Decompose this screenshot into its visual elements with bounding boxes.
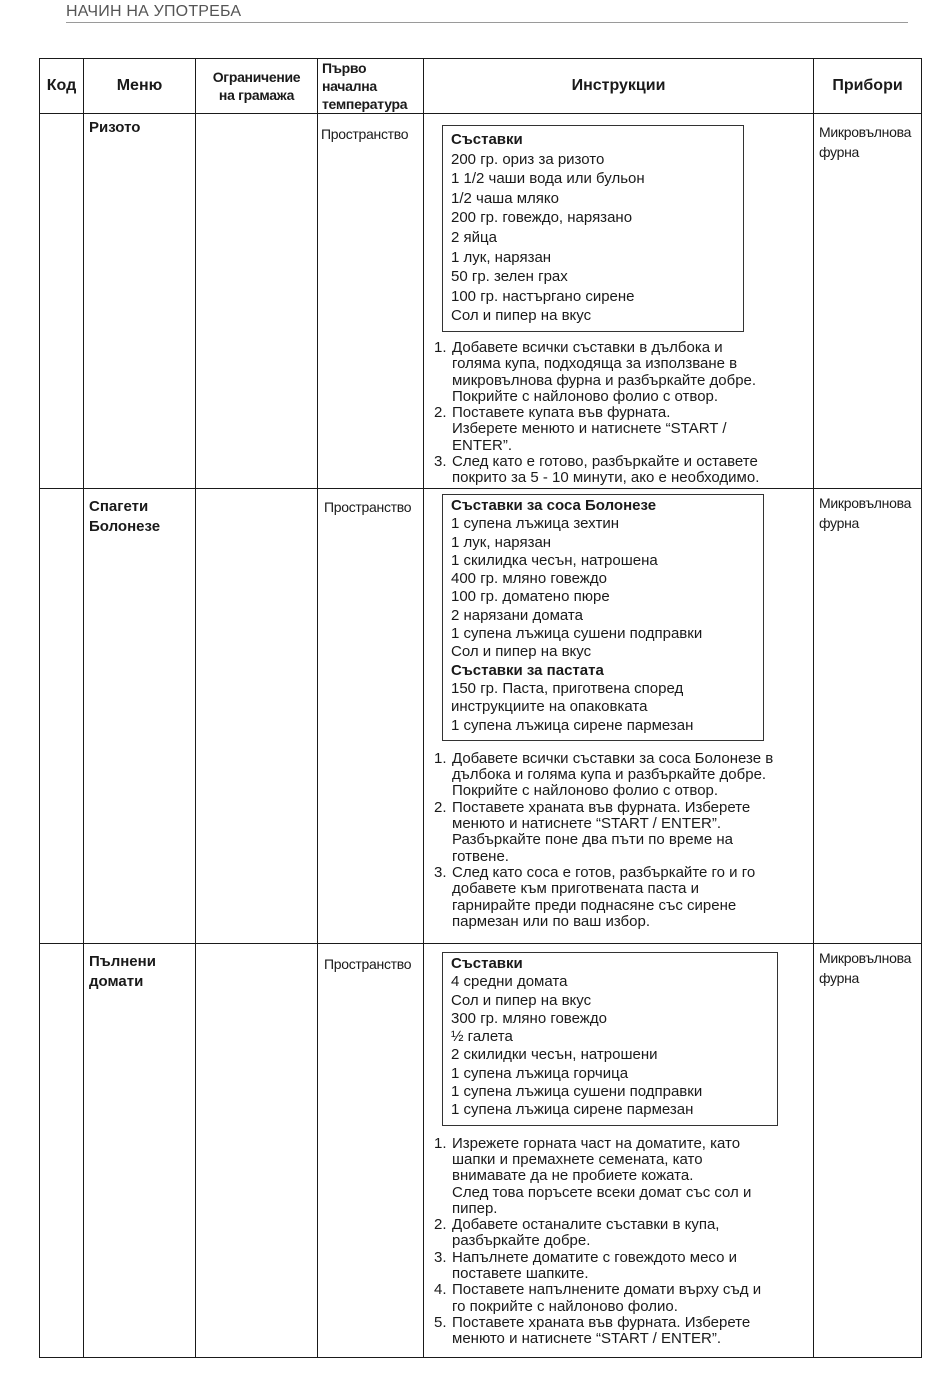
step-item [424, 1250, 813, 1283]
page-header [66, 2, 908, 23]
step-number: 2. [434, 404, 447, 422]
step-text-line: Добавете останалите съставки в купа, [452, 1216, 720, 1234]
ingredient-item: 400 гр. мляно говеждо [451, 570, 607, 588]
menu-name [84, 944, 195, 992]
page-title: НАЧИН НА УПОТРЕБА [66, 3, 242, 20]
step-item [424, 800, 813, 865]
step-item [424, 454, 813, 487]
utensil-value [814, 114, 921, 162]
ingredient-item: Сол и пипер на вкус [451, 307, 592, 325]
ingredient-item: 200 гр. ориз за ризото [451, 150, 605, 168]
step-text-line: готвене. [452, 847, 509, 865]
step-text-line: Разбъркайте поне два пъти по време на [452, 831, 733, 849]
ingredients-box [442, 494, 764, 741]
step-text-line: шапки и премахнете семената, като [452, 1150, 703, 1168]
step-text-line: Изберете менюто и натиснете “START / [452, 420, 727, 438]
step-item [424, 340, 813, 405]
step-number: 2. [434, 1216, 447, 1234]
ingredient-item: 2 скилидки чесън, натрошени [451, 1046, 658, 1064]
step-text-line: пармезан или по ваш избор. [452, 912, 650, 930]
column-header-weight [196, 59, 318, 114]
column-header-menu: Меню [84, 59, 196, 114]
step-text-line: Поставете храната във фурната. Изберете [452, 798, 751, 816]
temperature-cell [318, 489, 424, 944]
step-number: 2. [434, 798, 447, 816]
temperature-value: Пространство [324, 956, 412, 972]
step-item [424, 1217, 813, 1250]
ingredients-heading: Съставки [451, 955, 523, 972]
ingredient-item: 150 гр. Паста, приготвена според [451, 679, 684, 697]
menu-name-line2: домати [89, 973, 144, 990]
menu-name-line2: Болонезе [89, 518, 161, 535]
steps-list [424, 340, 813, 487]
weight-cell [196, 944, 318, 1358]
column-header-temperature-line2: температура [322, 96, 408, 112]
step-number: 1. [434, 749, 447, 767]
step-text-line: пипер. [452, 1199, 498, 1217]
table-row [40, 114, 922, 489]
step-text-line: менюто и натиснете “START / ENTER”. [452, 815, 722, 833]
ingredient-item: инструкциите на опаковката [451, 698, 648, 716]
steps-list [424, 751, 813, 930]
step-text-line: Напълнете доматите с говеждото месо и [452, 1248, 737, 1266]
step-text-line: покрито за 5 - 10 минути, ако е необходимо. [452, 469, 760, 487]
step-item [424, 405, 813, 454]
ingredient-item: 1 скилидка чесън, натрошена [451, 551, 658, 569]
step-item [424, 1282, 813, 1315]
menu-cell [84, 944, 196, 1358]
ingredient-item: 1 супена лъжица сирене пармезан [451, 1101, 694, 1119]
utensil-line2: фурна [819, 515, 860, 531]
step-text-line: Добавете всички съставки за соса Болонезе в [452, 749, 774, 767]
utensil-line1: Микровълнова [819, 124, 912, 140]
utensil-value [814, 944, 921, 988]
ingredient-item: 2 яйца [451, 228, 497, 246]
step-text-line: поставете шапките. [452, 1265, 589, 1283]
ingredient-item: 1 супена лъжица сушени подправки [451, 625, 703, 643]
ingredient-item: Сол и пипер на вкус [451, 991, 592, 1009]
ingredient-item: 50 гр. зелен грах [451, 268, 568, 286]
temperature-cell [318, 114, 424, 489]
instructions-cell [424, 114, 814, 489]
step-number: 3. [434, 1248, 447, 1266]
ingredient-item: 1 супена лъжица зехтин [451, 515, 619, 533]
instructions-cell [424, 489, 814, 944]
temperature-value: Пространство [321, 126, 409, 142]
ingredient-item: 1 1/2 чаши вода или бульон [451, 170, 645, 188]
ingredients-heading: Съставки за соса Болонезе [451, 497, 657, 514]
step-text-line: разбъркайте добре. [452, 1232, 591, 1250]
utensil-cell [814, 944, 922, 1358]
ingredient-item: Сол и пипер на вкус [451, 643, 592, 661]
ingredients-heading: Съставки [451, 131, 523, 148]
step-text-line: менюто и натиснете “START / ENTER”. [452, 1330, 722, 1348]
menu-name [84, 114, 195, 138]
utensil-value [814, 489, 921, 533]
ingredient-item: 300 гр. мляно говеждо [451, 1009, 607, 1027]
ingredient-item: 200 гр. говеждо, нарязано [451, 209, 633, 227]
column-header-temperature-line1: Първо начална [322, 60, 377, 94]
code-cell [40, 114, 84, 489]
weight-cell [196, 489, 318, 944]
ingredient-item: 1 супена лъжица сушени подправки [451, 1083, 703, 1101]
ingredient-item: 1 лук, нарязан [451, 248, 552, 266]
code-cell [40, 944, 84, 1358]
ingredients-box [442, 952, 778, 1126]
ingredient-item: 1/2 чаша мляко [451, 189, 559, 207]
ingredient-item: 100 гр. настъргано сирене [451, 287, 635, 305]
step-item [424, 1136, 813, 1217]
column-header-utensils: Прибори [814, 59, 922, 114]
step-text-line: внимавате да не пробиете кожата. [452, 1167, 694, 1185]
utensil-line1: Микровълнова [819, 950, 912, 966]
menu-name [84, 489, 195, 537]
step-number: 3. [434, 453, 447, 471]
step-text-line: микровълнова фурна и разбъркайте добре. [452, 371, 757, 389]
column-header-weight-line2: на грамажа [218, 87, 295, 103]
weight-cell [196, 114, 318, 489]
step-text-line: Поставете храната във фурната. Изберете [452, 1313, 751, 1331]
table-row [40, 944, 922, 1358]
step-text-line: След като соса е готов, разбъркайте го и го [452, 863, 756, 881]
step-number: 5. [434, 1313, 447, 1331]
step-text-line: ENTER”. [452, 436, 512, 454]
code-cell [40, 489, 84, 944]
column-header-temperature [318, 59, 424, 114]
step-text-line: Изрежете горната част на доматите, като [452, 1134, 741, 1152]
step-text-line: Поставете напълнените домати върху съд и [452, 1281, 762, 1299]
recipe-table [39, 58, 922, 1358]
ingredient-item: ½ галета [451, 1028, 513, 1046]
ingredient-item: 2 нарязани домата [451, 606, 583, 624]
step-text-line: Покрийте с найлоново фолио с отвор. [452, 387, 719, 405]
ingredient-item: 1 лук, нарязан [451, 533, 552, 551]
step-text-line: Поставете купата във фурната. [452, 404, 671, 422]
step-number: 1. [434, 338, 447, 356]
menu-name-line1: Ризото [89, 119, 141, 136]
utensil-cell [814, 489, 922, 944]
table-row [40, 489, 922, 944]
ingredient-item: 1 супена лъжица горчица [451, 1064, 629, 1082]
utensil-line2: фурна [819, 144, 860, 160]
step-text-line: дълбока и голяма купа и разбъркайте добре. [452, 766, 767, 784]
column-header-weight-line1: Ограничение [212, 69, 301, 85]
menu-name-line1: Пълнени [89, 953, 156, 970]
ingredient-item: 100 гр. доматено пюре [451, 588, 610, 606]
menu-cell [84, 114, 196, 489]
step-text-line: голяма купа, подходяща за използване в [452, 355, 738, 373]
step-number: 4. [434, 1281, 447, 1299]
step-item [424, 751, 813, 800]
instructions-cell [424, 944, 814, 1358]
temperature-cell [318, 944, 424, 1358]
ingredient-item: 1 супена лъжица сирене пармезан [451, 716, 694, 734]
utensil-line1: Микровълнова [819, 495, 912, 511]
steps-list [424, 1136, 813, 1348]
step-number: 3. [434, 863, 447, 881]
ingredients-heading: Съставки за пастата [451, 661, 604, 679]
temperature-value: Пространство [324, 499, 412, 515]
step-text-line: След като е готово, разбъркайте и оставете [452, 453, 758, 471]
step-text-line: гарнирайте преди поднасяне със сирене [452, 896, 737, 914]
step-text-line: го покрийте с найлоново фолио. [452, 1297, 678, 1315]
step-text-line: След това поръсете всеки домат със сол и [452, 1183, 752, 1201]
column-header-code: Код [40, 59, 84, 114]
step-item [424, 1315, 813, 1348]
column-header-instructions: Инструкции [424, 59, 814, 114]
step-item [424, 865, 813, 930]
step-number: 1. [434, 1134, 447, 1152]
ingredients-box [442, 125, 744, 332]
menu-cell [84, 489, 196, 944]
step-text-line: добавете към приготвената паста и [452, 880, 700, 898]
utensil-cell [814, 114, 922, 489]
table-header-row [40, 59, 922, 114]
ingredient-item: 4 средни домата [451, 973, 568, 991]
step-text-line: Добавете всички съставки в дълбока и [452, 338, 723, 356]
menu-name-line1: Спагети [89, 498, 149, 515]
step-text-line: Покрийте с найлоново фолио с отвор. [452, 782, 719, 800]
utensil-line2: фурна [819, 970, 860, 986]
